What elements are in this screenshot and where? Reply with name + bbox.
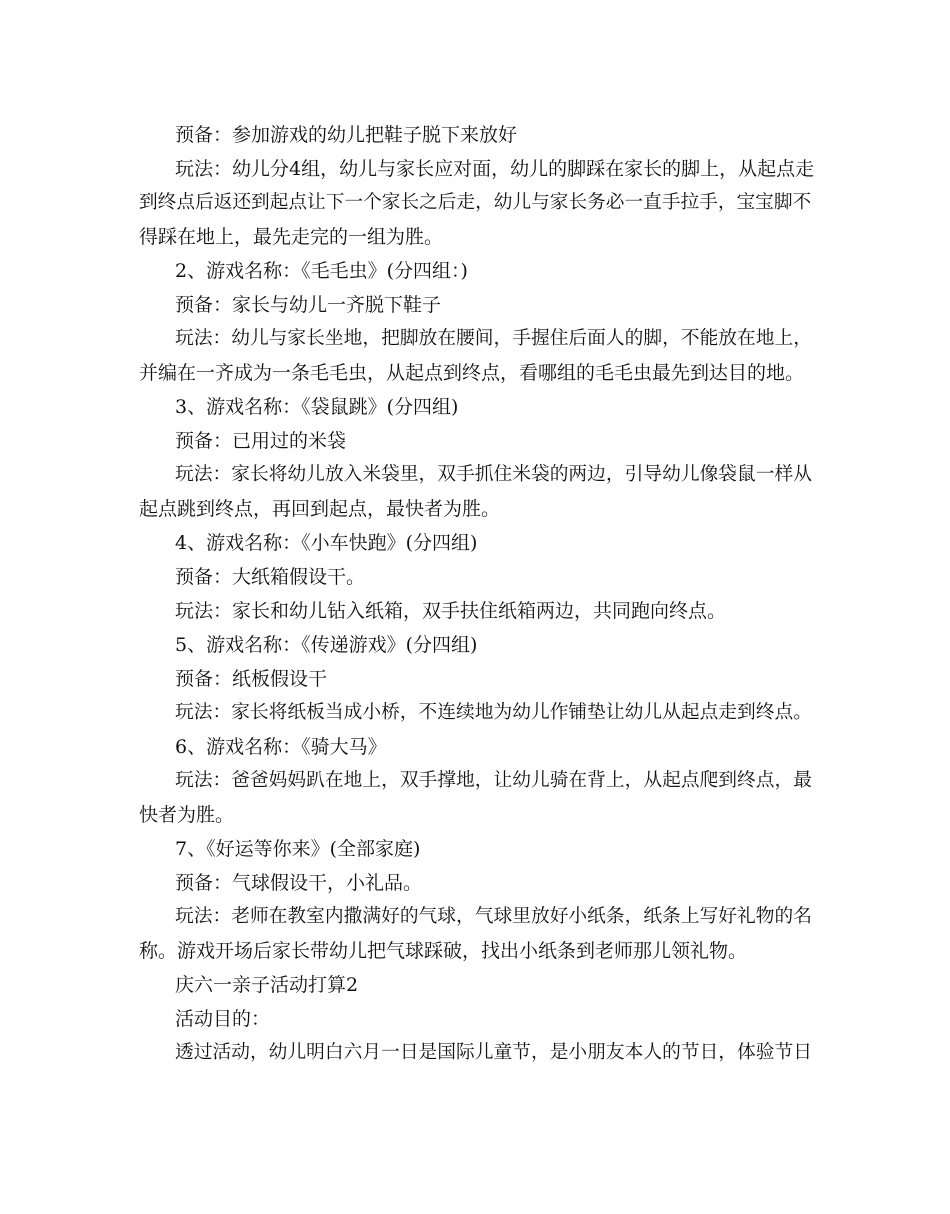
paragraph-line: 玩法：家长将纸板当成小桥，不连续地为幼儿作铺垫让幼儿从起点走到终点。 bbox=[175, 702, 812, 723]
paragraph-line: 玩法：幼儿分4组，幼儿与家长应对面，幼儿的脚踩在家长的脚上，从起点走 bbox=[175, 158, 815, 180]
paragraph-line: 快者为胜。 bbox=[139, 804, 235, 826]
section-heading: 4、游戏名称：《小车快跑》(分四组) bbox=[175, 532, 478, 554]
section-heading: 活动目的： bbox=[175, 1008, 271, 1030]
section-heading: 2、游戏名称：《毛毛虫》(分四组：) bbox=[175, 260, 468, 282]
paragraph-line: 预备：气球假设干，小礼品。 bbox=[175, 872, 423, 894]
section-heading: 7、《好运等你来》(全部家庭) bbox=[175, 838, 421, 860]
paragraph-line: 玩法：爸爸妈妈趴在地上，双手撑地，让幼儿骑在背上，从起点爬到终点，最 bbox=[175, 770, 812, 791]
paragraph-line: 玩法：家长将幼儿放入米袋里，双手抓住米袋的两边，引导幼儿像袋鼠一样从 bbox=[175, 464, 812, 485]
paragraph-line: 预备：纸板假设干 bbox=[175, 668, 328, 690]
paragraph-line: 预备：参加游戏的幼儿把鞋子脱下来放好 bbox=[175, 124, 518, 146]
document-subtitle: 庆六一亲子活动打算2 bbox=[175, 974, 359, 996]
paragraph-line: 玩法：家长和幼儿钻入纸箱，双手扶住纸箱两边，共同跑向终点。 bbox=[175, 600, 727, 622]
section-heading: 5、游戏名称：《传递游戏》(分四组) bbox=[175, 634, 478, 656]
section-heading: 6、游戏名称：《骑大马》 bbox=[175, 736, 387, 758]
document-body bbox=[139, 118, 819, 1070]
paragraph-line: 预备：已用过的米袋 bbox=[175, 430, 347, 452]
paragraph-line: 得踩在地上，最先走完的一组为胜。 bbox=[139, 226, 444, 248]
paragraph-line: 预备：大纸箱假设干。 bbox=[175, 566, 366, 588]
paragraph-line: 玩法：幼儿与家长坐地，把脚放在腰间，手握住后面人的脚，不能放在地上， bbox=[175, 328, 812, 349]
paragraph-line: 透过活动，幼儿明白六月一日是国际儿童节，是小朋友本人的节日，体验节日 bbox=[175, 1042, 812, 1063]
paragraph-line: 玩法：老师在教室内撒满好的气球，气球里放好小纸条，纸条上写好礼物的名 bbox=[175, 906, 812, 927]
paragraph-line: 到终点后返还到起点让下一个家长之后走，幼儿与家长务必一直手拉手，宝宝脚不 bbox=[139, 192, 812, 213]
paragraph-line: 称。游戏开场后家长带幼儿把气球踩破，找出小纸条到老师那儿领礼物。 bbox=[139, 940, 748, 962]
section-heading: 3、游戏名称：《袋鼠跳》(分四组) bbox=[175, 396, 459, 418]
paragraph-line: 起点跳到终点，再回到起点，最快者为胜。 bbox=[139, 498, 501, 520]
paragraph-line: 预备：家长与幼儿一齐脱下鞋子 bbox=[175, 294, 442, 316]
paragraph-line: 并编在一齐成为一条毛毛虫，从起点到终点，看哪组的毛毛虫最先到达目的地。 bbox=[139, 362, 805, 384]
